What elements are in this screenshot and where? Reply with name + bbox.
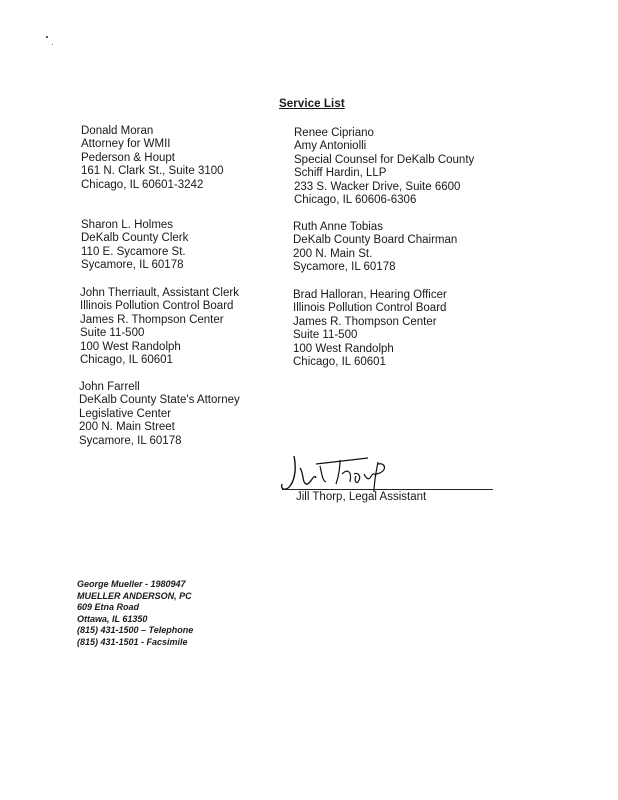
recipient-line: Special Counsel for DeKalb County (294, 153, 475, 166)
recipient-line: Suite 11-500 (80, 327, 145, 340)
recipient-line: Pederson & Houpt (81, 151, 175, 164)
recipient-line: Suite 11-500 (293, 329, 358, 342)
recipient-line: John Therriault, Assistant Clerk (80, 287, 239, 299)
signature-line (282, 489, 493, 490)
recipient-line: James R. Thompson Center (293, 315, 437, 328)
recipient-line: DeKalb County Clerk (81, 232, 189, 245)
recipient-line: Chicago, IL 60601 (80, 354, 173, 367)
recipient-line: Attorney for WMII (81, 138, 171, 151)
recipient-line: Chicago, IL 60606-6306 (294, 194, 417, 207)
scan-speck (52, 44, 53, 45)
recipient-line: 110 E. Sycamore St. (81, 245, 186, 258)
recipient-line: 100 West Randolph (293, 342, 394, 355)
recipient-line: 100 West Randolph (80, 340, 181, 353)
recipient-line: Chicago, IL 60601-3242 (81, 178, 204, 191)
recipient-line: Illinois Pollution Control Board (80, 300, 234, 313)
recipient-line: Renee Cipriano (294, 127, 374, 139)
recipient-line: DeKalb County State's Attorney (79, 394, 240, 407)
footer-line: George Mueller - 1980947 (77, 579, 186, 589)
recipient-block-right-2 (293, 289, 447, 369)
recipient-line: Sycamore, IL 60178 (81, 259, 184, 272)
firm-contact-block (77, 579, 193, 648)
recipient-line: Donald Moran (81, 125, 154, 137)
footer-line: Ottawa, IL 61350 (77, 613, 148, 624)
recipient-line: John Farrell (79, 381, 140, 393)
recipient-line: Sycamore, IL 60178 (293, 261, 396, 274)
recipient-block-left-3 (79, 381, 240, 448)
scan-speck (46, 36, 48, 38)
footer-line: MUELLER ANDERSON, PC (77, 590, 192, 601)
recipient-line: Legislative Center (79, 407, 172, 420)
page-title: Service List (279, 98, 345, 110)
recipient-line: Sycamore, IL 60178 (79, 434, 182, 447)
recipient-block-left-1 (81, 219, 188, 273)
recipient-line: 161 N. Clark St., Suite 3100 (81, 165, 224, 178)
footer-line: (815) 431-1501 - Facsimile (77, 636, 188, 647)
recipient-line: Sharon L. Holmes (81, 219, 174, 231)
recipient-line: Illinois Pollution Control Board (293, 302, 447, 315)
recipient-line: James R. Thompson Center (80, 313, 224, 326)
recipient-block-right-0 (294, 127, 474, 207)
recipient-line: Chicago, IL 60601 (293, 356, 386, 369)
recipient-line: 233 S. Wacker Drive, Suite 6600 (294, 180, 461, 193)
recipient-block-left-2 (80, 287, 239, 367)
recipient-block-right-1 (293, 221, 457, 275)
signer-name: Jill Thorp, Legal Assistant (296, 491, 427, 503)
recipient-line: 200 N. Main Street (79, 421, 175, 434)
recipient-line: DeKalb County Board Chairman (293, 234, 458, 247)
footer-line: (815) 431-1500 – Telephone (77, 625, 194, 635)
recipient-line: Brad Halloran, Hearing Officer (293, 289, 447, 301)
recipient-line: Schiff Hardin, LLP (294, 167, 387, 180)
recipient-line: 200 N. Main St. (293, 247, 373, 260)
footer-line: 609 Etna Road (77, 602, 140, 612)
recipient-line: Ruth Anne Tobias (293, 221, 383, 233)
recipient-block-left-0 (81, 125, 224, 192)
recipient-line: Amy Antoniolli (294, 140, 367, 153)
